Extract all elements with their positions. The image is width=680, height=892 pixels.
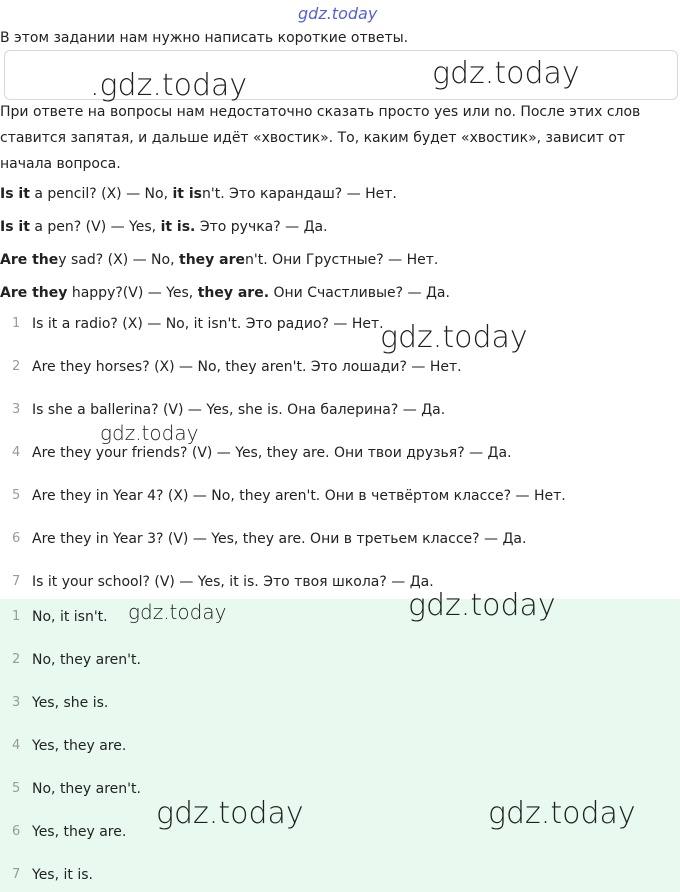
example-line: Is it a pencil? (X) — No, it isn't. Это карандаш? — Нет.: [0, 186, 397, 202]
question-text: Is she a ballerina? (V) — Yes, she is. Она балерина? — Да.: [32, 402, 446, 418]
answers-panel: [0, 599, 680, 892]
item-number: 1: [12, 609, 21, 624]
watermark: gdz.today: [488, 796, 636, 831]
explanation-paragraph: При ответе на вопросы нам недостаточно сказать просто yes или no. После этих слов ставится запятая, и дальше идёт «хвостик». То, каким будет «хвостик», зависит от начала вопроса.: [0, 104, 641, 172]
item-number: 3: [12, 695, 21, 710]
question-text: Are they your friends? (V) — Yes, they are. Они твои друзья? — Да.: [32, 445, 512, 461]
example-line: Are they sad? (X) — No, they aren't. Они Грустные? — Нет.: [0, 252, 439, 268]
watermark: gdz.today: [156, 796, 304, 831]
intro-text: В этом задании нам нужно написать короткие ответы.: [0, 30, 409, 46]
question-text: Are they in Year 3? (V) — Yes, they are. Они в третьем классе? — Да.: [32, 531, 527, 547]
watermark-header: gdz.today: [298, 4, 378, 23]
question-text: Are they horses? (X) — No, they aren't. Это лошади? — Нет.: [32, 359, 462, 375]
question-text: Is it your school? (V) — Yes, it is. Это твоя школа? — Да.: [32, 574, 434, 590]
item-number: 2: [12, 359, 21, 374]
answer-text: Yes, it is.: [32, 867, 93, 883]
item-number: 5: [12, 488, 21, 503]
watermark: gdz.today: [100, 421, 199, 445]
answer-text: No, they aren't.: [32, 781, 141, 797]
answer-text: No, it isn't.: [32, 609, 108, 625]
answer-text: No, they aren't.: [32, 652, 141, 668]
item-number: 1: [12, 316, 21, 331]
watermark: gdz.today: [408, 588, 556, 623]
item-number: 7: [12, 574, 21, 589]
watermark: gdz.today: [432, 56, 580, 91]
watermark: gdz.today: [380, 320, 528, 355]
item-number: 7: [12, 867, 21, 882]
answer-text: Yes, they are.: [32, 738, 127, 754]
example-line: Are they happy?(V) — Yes, they are. Они Счастливые? — Да.: [0, 285, 450, 301]
item-number: 6: [12, 824, 21, 839]
watermark: .gdz.today: [90, 68, 248, 103]
item-number: 5: [12, 781, 21, 796]
answer-text: Yes, they are.: [32, 824, 127, 840]
question-text: Are they in Year 4? (X) — No, they aren't. Они в четвёртом классе? — Нет.: [32, 488, 566, 504]
answer-text: Yes, she is.: [32, 695, 109, 711]
item-number: 3: [12, 402, 21, 417]
example-line: Is it a pen? (V) — Yes, it is. Это ручка? — Да.: [0, 219, 328, 235]
item-number: 2: [12, 652, 21, 667]
item-number: 4: [12, 445, 21, 460]
question-text: Is it a radio? (X) — No, it isn't. Это радио? — Нет.: [32, 316, 384, 332]
watermark: gdz.today: [128, 600, 227, 624]
item-number: 6: [12, 531, 21, 546]
item-number: 4: [12, 738, 21, 753]
